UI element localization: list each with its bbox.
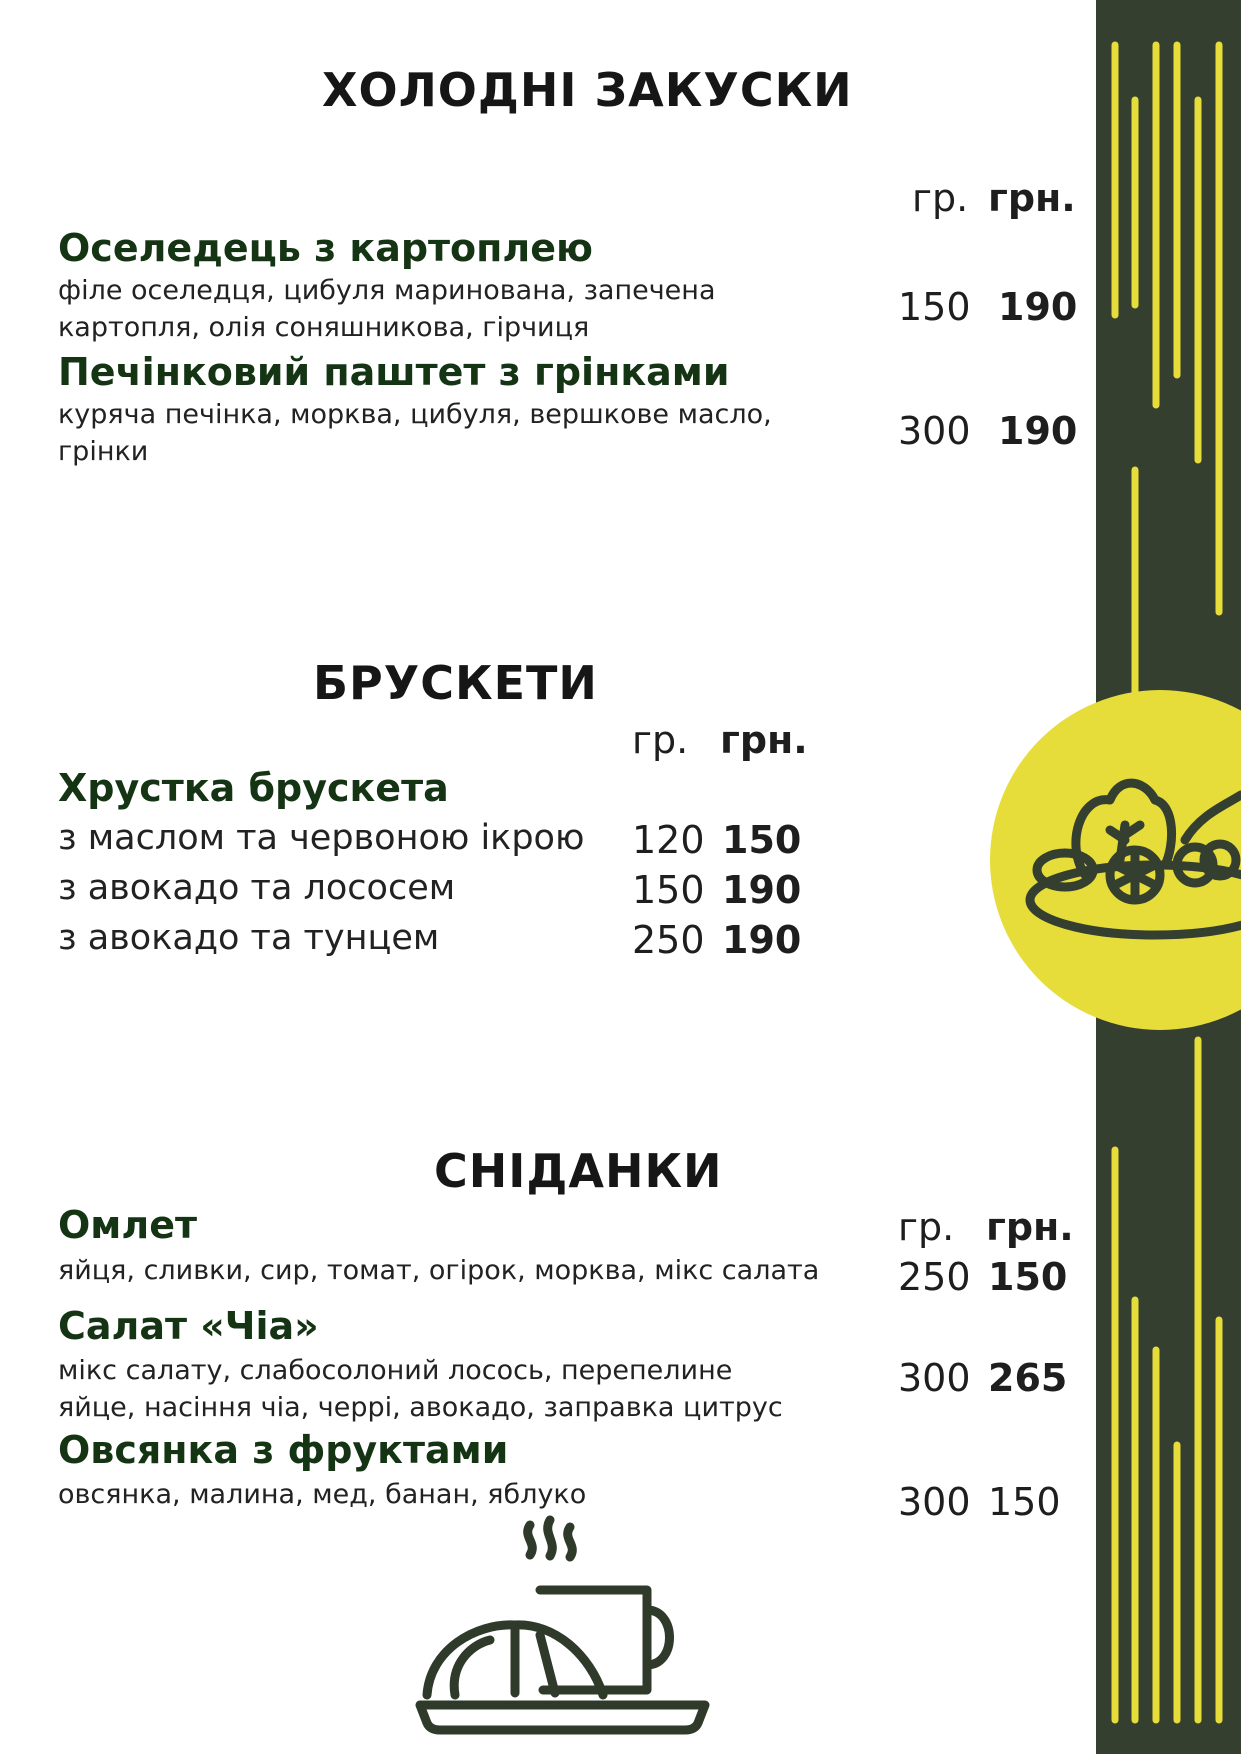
salad-plate-icon bbox=[1025, 755, 1241, 955]
column-header-weight: гр. bbox=[632, 718, 689, 762]
bruschetta-option-label: з авокадо та тунцем bbox=[58, 918, 440, 958]
coffee-croissant-icon bbox=[415, 1515, 715, 1750]
dish-price: 150 bbox=[988, 1480, 1061, 1524]
dish-name: Омлет bbox=[58, 1203, 197, 1247]
dish-description: філе оселедця, цибуля маринована, запечена картопля, олія соняшникова, гірчиця bbox=[58, 275, 716, 343]
column-header-weight: гр. bbox=[898, 1205, 955, 1249]
dish-price: 150 bbox=[722, 818, 802, 862]
dish-price: 190 bbox=[998, 409, 1078, 453]
dish-price: 190 bbox=[722, 918, 802, 962]
dish-weight: 150 bbox=[632, 868, 705, 912]
dish-name: Салат «Чіа» bbox=[58, 1304, 319, 1348]
bruschetta-option-label: з авокадо та лососем bbox=[58, 868, 456, 908]
dish-weight: 250 bbox=[632, 918, 705, 962]
dish-price: 265 bbox=[988, 1356, 1068, 1400]
bruschetta-option-label: з маслом та червоною ікрою bbox=[58, 818, 585, 858]
column-header-price: грн. bbox=[720, 718, 808, 762]
section-title-cold-snacks: ХОЛОДНІ ЗАКУСКИ bbox=[322, 63, 853, 117]
dish-weight: 150 bbox=[898, 285, 971, 329]
section-title-breakfasts: СНІДАНКИ bbox=[434, 1144, 723, 1198]
dish-description: куряча печінка, морква, цибуля, вершкове масло, грінки bbox=[58, 399, 772, 467]
dish-description: овсянка, малина, мед, банан, яблуко bbox=[58, 1479, 587, 1510]
dish-price: 150 bbox=[988, 1255, 1068, 1299]
dish-price: 190 bbox=[722, 868, 802, 912]
dish-weight: 250 bbox=[898, 1255, 971, 1299]
dish-weight: 300 bbox=[898, 1480, 971, 1524]
dish-description: яйця, сливки, сир, томат, огірок, морква, мікс салата bbox=[58, 1255, 820, 1286]
column-header-weight: гр. bbox=[912, 176, 969, 220]
section-title-bruschetta: БРУСКЕТИ bbox=[313, 656, 598, 710]
dish-name: Печінковий паштет з грінками bbox=[58, 350, 730, 394]
dish-price: 190 bbox=[998, 285, 1078, 329]
dish-name: Оселедець з картоплею bbox=[58, 226, 593, 270]
column-header-price: грн. bbox=[986, 1205, 1074, 1249]
column-header-price: грн. bbox=[988, 176, 1076, 220]
dish-weight: 300 bbox=[898, 409, 971, 453]
dish-name: Овсянка з фруктами bbox=[58, 1428, 509, 1472]
dish-weight: 300 bbox=[898, 1356, 971, 1400]
dish-weight: 120 bbox=[632, 818, 705, 862]
dish-name: Хрустка брускета bbox=[58, 766, 449, 810]
dish-description: мікс салату, слабосолоний лосось, перепелине яйце, насіння чіа, черрі, авокадо, заправка цитрус bbox=[58, 1355, 783, 1423]
